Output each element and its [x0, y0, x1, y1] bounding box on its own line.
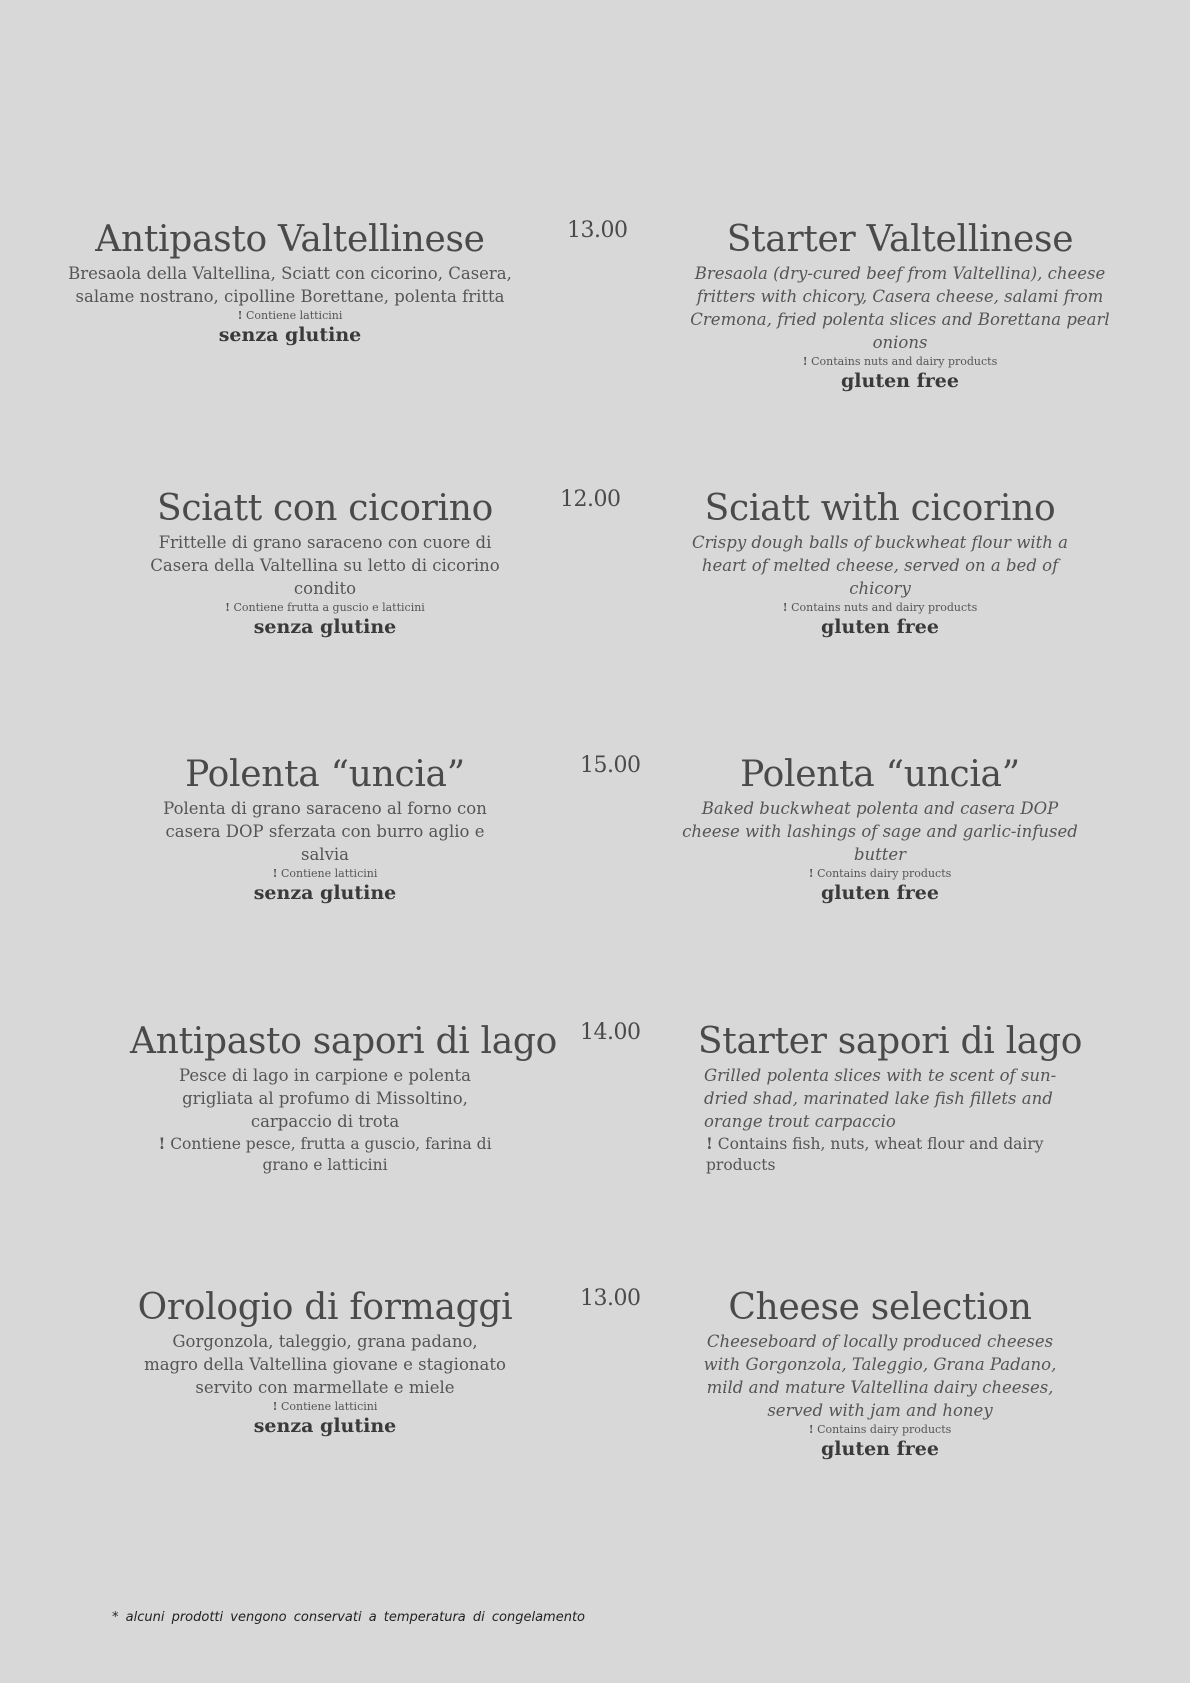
allergen-note — [130, 1133, 520, 1176]
exclamation-mark: ! — [158, 1134, 166, 1153]
dish-title: Starter Valtellinese — [726, 219, 1074, 260]
allergen-text: Contiene pesce, frutta a guscio, farina di grano e latticini — [170, 1135, 492, 1174]
gluten-free-label: gluten free — [841, 370, 959, 392]
dish-3-english — [670, 753, 1090, 906]
dish-title: Antipasto Valtellinese — [95, 219, 485, 260]
allergen-text: Contains nuts and dairy products — [791, 601, 978, 614]
dish-description: Cheeseboard of locally produced cheeses with Gorgonzola, Taleggio, Grana Padano, mild and mature Valtellina dairy cheeses, served with jam and honey — [703, 1332, 1057, 1420]
dish-title: Sciatt with cicorino — [704, 488, 1056, 529]
dish-title: Polenta “uncia” — [185, 754, 465, 795]
exclamation-mark: ! — [808, 867, 814, 880]
dish-description: Baked buckwheat polenta and casera DOP cheese with lashings of sage and garlic-infused butter — [682, 799, 1078, 864]
allergen-note — [130, 600, 520, 615]
footnote: * alcuni prodotti vengono conservati a temperatura di congelamento — [112, 1610, 586, 1625]
dish-2-price: 12.00 — [560, 487, 621, 512]
exclamation-mark: ! — [272, 1400, 278, 1413]
allergen-text: Contains nuts and dairy products — [811, 355, 998, 368]
dish-1-italian — [55, 218, 525, 348]
dish-title: Antipasto sapori di lago — [130, 1021, 558, 1062]
exclamation-mark: ! — [782, 601, 788, 614]
allergen-text: Contiene frutta a guscio e latticini — [233, 601, 425, 614]
dish-3-price: 15.00 — [580, 753, 641, 778]
dish-description: Bresaola della Valtellina, Sciatt con cicorino, Casera, salame nostrano, cipolline Borettane, polenta fritta — [68, 264, 512, 306]
exclamation-mark: ! — [808, 1423, 814, 1436]
allergen-note — [55, 308, 525, 323]
allergen-note — [130, 1399, 520, 1414]
allergen-text: Contiene latticini — [245, 309, 343, 322]
dish-2-italian — [130, 487, 520, 640]
dish-4-italian — [130, 1020, 558, 1176]
dish-description: Crispy dough balls of buckwheat flour with a heart of melted cheese, served on a bed of chicory — [692, 533, 1068, 598]
exclamation-mark: ! — [706, 1134, 713, 1153]
dish-title: Sciatt con cicorino — [156, 488, 494, 529]
dish-5-price: 13.00 — [580, 1286, 641, 1311]
allergen-text: Contiene latticini — [280, 867, 378, 880]
dish-4-price: 14.00 — [580, 1020, 641, 1045]
allergen-text: Contiene latticini — [280, 1400, 378, 1413]
dish-description: Bresaola (dry-cured beef from Valtellina), cheese fritters with chicory, Casera cheese, salami from Cremona, fried polenta slices and Borettana pearl onions — [690, 264, 1110, 352]
dish-description: Grilled polenta slices with te scent of sun-dried shad, marinated lake fish fillets and orange trout carpaccio — [704, 1066, 1057, 1131]
dish-2-english — [680, 487, 1080, 640]
exclamation-mark: ! — [802, 355, 808, 368]
allergen-note — [680, 600, 1080, 615]
allergen-note — [680, 1422, 1080, 1437]
exclamation-mark: ! — [225, 601, 230, 614]
dish-5-italian — [130, 1286, 520, 1439]
gluten-free-label: gluten free — [821, 1438, 939, 1460]
gluten-free-label: senza glutine — [253, 1415, 397, 1437]
allergen-note — [130, 866, 520, 881]
dish-3-italian — [130, 753, 520, 906]
dish-description: Frittelle di grano saraceno con cuore di Casera della Valtellina su letto di cicorino condito — [150, 533, 500, 598]
allergen-note — [670, 866, 1090, 881]
exclamation-mark: ! — [237, 309, 243, 322]
dish-description: Pesce di lago in carpione e polenta grigliata al profumo di Missoltino, carpaccio di trota — [179, 1066, 471, 1131]
dish-1-english — [660, 218, 1140, 394]
dish-4-english — [697, 1020, 1100, 1176]
allergen-text: Contains fish, nuts, wheat flour and dairy products — [706, 1135, 1044, 1174]
dish-5-english — [680, 1286, 1080, 1462]
gluten-free-label: senza glutine — [253, 616, 397, 638]
dish-title: Cheese selection — [728, 1287, 1032, 1328]
gluten-free-label: gluten free — [821, 882, 939, 904]
gluten-free-label: senza glutine — [253, 882, 397, 904]
dish-description: Gorgonzola, taleggio, grana padano, magro della Valtellina giovane e stagionato servito con marmellate e miele — [144, 1332, 506, 1397]
dish-title: Starter sapori di lago — [697, 1021, 1083, 1062]
dish-title: Polenta “uncia” — [740, 754, 1020, 795]
dish-title: Orologio di formaggi — [137, 1287, 513, 1328]
allergen-text: Contains dairy products — [817, 1423, 952, 1436]
allergen-note — [660, 354, 1140, 369]
gluten-free-label: senza glutine — [218, 324, 362, 346]
allergen-note — [700, 1133, 1100, 1176]
dish-description: Polenta di grano saraceno al forno con casera DOP sferzata con burro aglio e salvia — [163, 799, 487, 864]
gluten-free-label: gluten free — [821, 616, 939, 638]
allergen-text: Contains dairy products — [817, 867, 952, 880]
dish-1-price: 13.00 — [567, 218, 628, 243]
exclamation-mark: ! — [272, 867, 278, 880]
